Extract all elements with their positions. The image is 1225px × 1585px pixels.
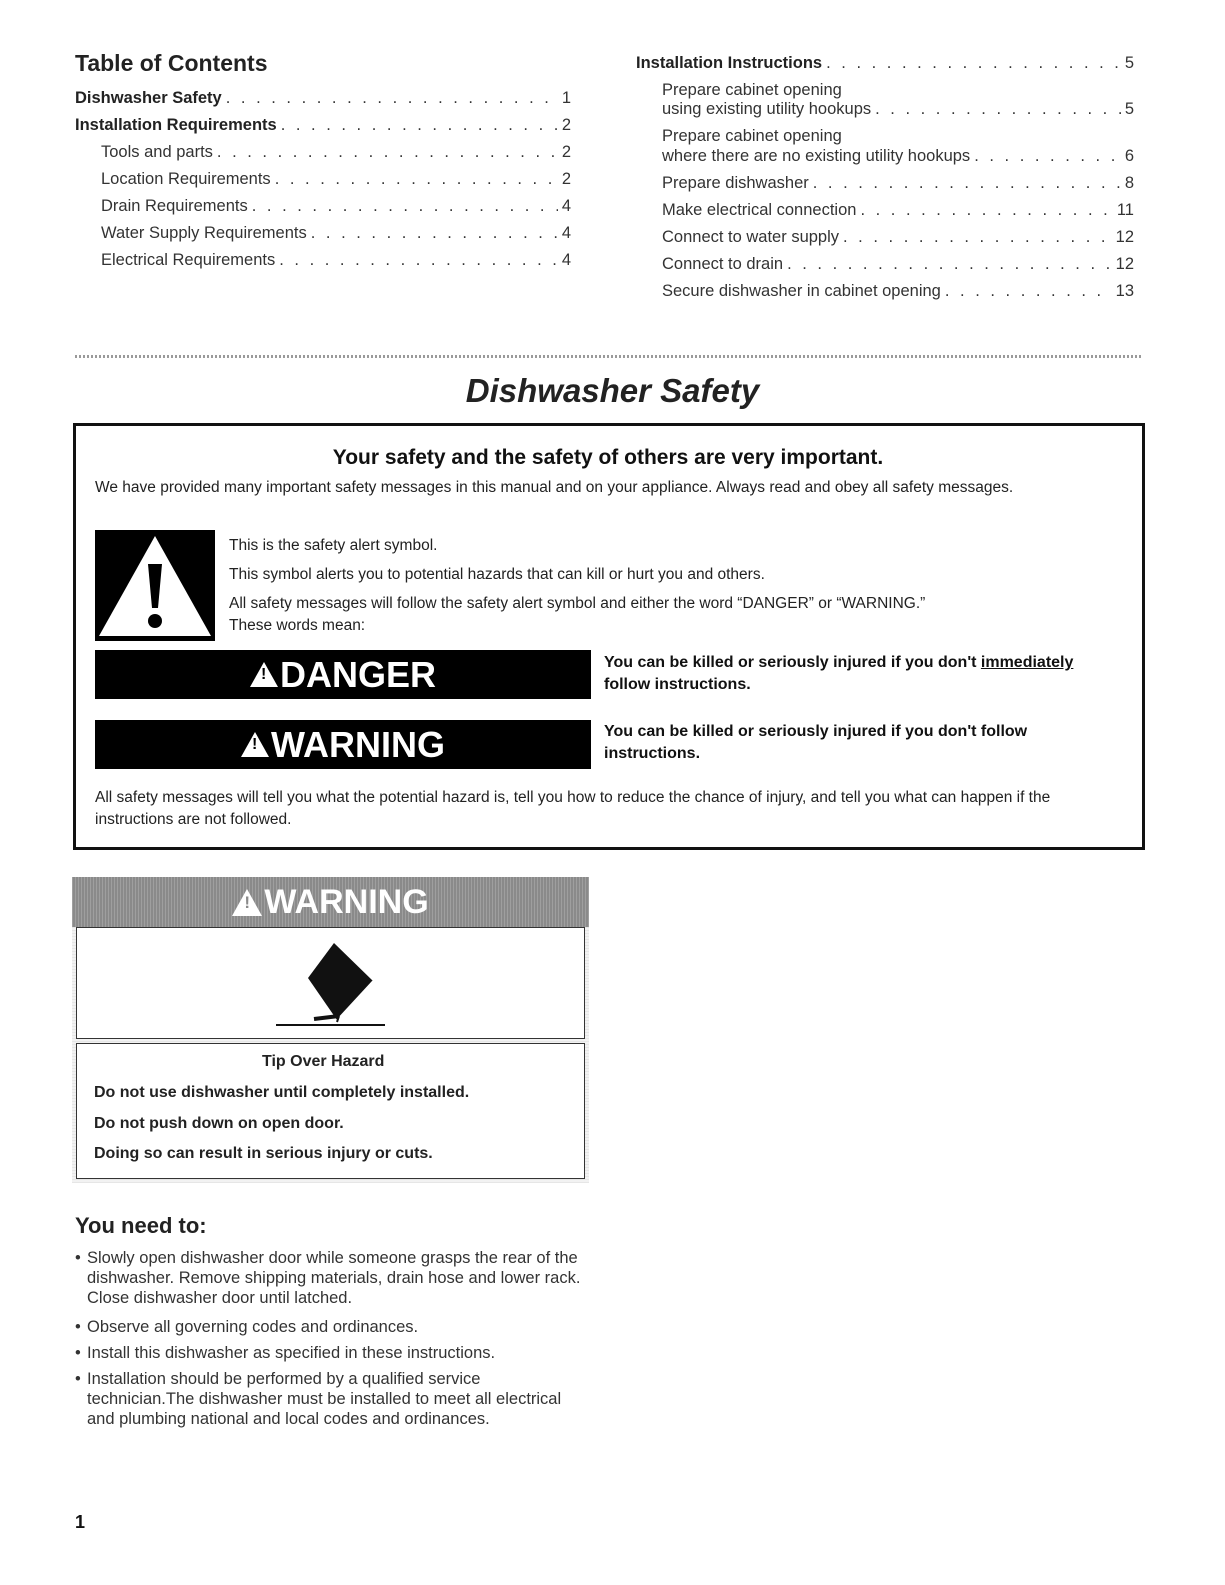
alert-line-4: These words mean:: [229, 617, 366, 634]
toc-entry-dishwasher-safety[interactable]: Dishwasher Safety . . . 1: [75, 88, 571, 108]
safety-heading: Your safety and the safety of others are very important.: [332, 446, 884, 469]
warning-triangle-icon: [95, 530, 215, 641]
toc-entry-drain-requirements[interactable]: Drain Requirements . . . 4: [101, 196, 571, 216]
warning-definition: You can be killed or seriously injured if you don't follow instructions.: [604, 723, 1028, 762]
list-item: • Install this dishwasher as specified in these instructions.: [75, 1344, 496, 1362]
bullet-icon: •: [75, 1318, 81, 1336]
page-number: 1: [75, 1512, 86, 1532]
toc-entry-location-requirements[interactable]: Location Requirements . . . 2: [101, 169, 571, 189]
you-need-title: You need to:: [75, 1213, 207, 1238]
toc-entry-water-supply-requirements[interactable]: Water Supply Requirements . . . 4: [101, 223, 571, 243]
tip-over-pictogram-panel: [76, 927, 585, 1039]
tip-over-warning-word: WARNING: [264, 882, 429, 921]
toc-entry-electrical-requirements[interactable]: Electrical Requirements . . . 4: [101, 250, 571, 270]
danger-word: DANGER: [279, 653, 436, 695]
alert-line-2: This symbol alerts you to potential hazards that can kill or hurt you and others.: [229, 566, 765, 583]
list-item: • Observe all governing codes and ordinances.: [75, 1318, 419, 1336]
alert-triangle-icon: [241, 732, 269, 757]
alert-triangle-icon: [250, 662, 278, 687]
toc-entry-prepare-dishwasher[interactable]: Prepare dishwasher . . . 8: [662, 173, 1134, 193]
toc-entry-prepare-cabinet-existing-line1: Prepare cabinet opening: [662, 81, 842, 99]
bullet-icon: •: [75, 1249, 81, 1267]
section-divider: [75, 355, 1143, 358]
bullet-icon: •: [75, 1344, 81, 1362]
tip-over-line-2: Do not push down on open door.: [94, 1115, 344, 1132]
tip-over-line-3: Doing so can result in serious injury or cuts.: [94, 1145, 433, 1162]
alert-line-1: This is the safety alert symbol.: [229, 537, 438, 554]
toc-entry-electrical-connection[interactable]: Make electrical connection . . . 11: [662, 200, 1134, 220]
bullet-icon: •: [75, 1370, 81, 1388]
toc-entry-tools-and-parts[interactable]: Tools and parts . . . 2: [101, 142, 571, 162]
toc-entry-prepare-cabinet-existing[interactable]: using existing utility hookups . . . 5: [662, 99, 1134, 119]
alert-line-3: All safety messages will follow the safety alert symbol and either the word “DANGER” or “WARNING.”: [229, 595, 926, 612]
toc-entry-secure-dishwasher[interactable]: Secure dishwasher in cabinet opening . . . 13: [662, 281, 1134, 301]
tip-over-warning-header: [72, 877, 589, 927]
safety-outro: All safety messages will tell you what the potential hazard is, tell you how to reduce the chance of injury, and tell you what can happen if the instructions are not followed.: [95, 789, 1051, 828]
warning-word: WARNING: [271, 723, 445, 765]
toc-entry-prepare-cabinet-none[interactable]: where there are no existing utility hookups . . . 6: [662, 146, 1134, 166]
danger-definition: You can be killed or seriously injured if you don't immediately follow instructions.: [604, 654, 1074, 693]
safety-intro: We have provided many important safety messages in this manual and on your appliance. Always read and obey all safety messages.: [95, 479, 1014, 496]
list-item: • Slowly open dishwasher door while someone grasps the rear of the dishwasher. Remove shipping materials, drain hose and lower rack. Close dishwasher door until latched.: [75, 1249, 581, 1307]
toc-entry-installation-instructions[interactable]: Installation Instructions . . . 5: [636, 53, 1134, 73]
tip-over-line-1: Do not use dishwasher until completely installed.: [94, 1084, 470, 1101]
tip-over-title: Tip Over Hazard: [262, 1053, 385, 1070]
section-title: Dishwasher Safety: [465, 372, 760, 409]
toc-entry-connect-drain[interactable]: Connect to drain . . . 12: [662, 254, 1134, 274]
toc-title: Table of Contents: [75, 50, 268, 76]
safety-alert-icon: [95, 530, 215, 641]
toc-entry-installation-requirements[interactable]: Installation Requirements . . . 2: [75, 115, 571, 135]
danger-signal-bar: [95, 650, 591, 699]
toc-entry-prepare-cabinet-none-line1: Prepare cabinet opening: [662, 127, 842, 145]
tip-over-pictogram-icon: [77, 928, 586, 1040]
warning-signal-bar: [95, 720, 591, 769]
toc-entry-water-supply[interactable]: Connect to water supply . . . 12: [662, 227, 1134, 247]
list-item: • Installation should be performed by a qualified service technician.The dishwasher must be installed to meet all electrical and plumbing national and local codes and ordinances.: [75, 1370, 562, 1428]
alert-triangle-icon: [232, 889, 262, 916]
